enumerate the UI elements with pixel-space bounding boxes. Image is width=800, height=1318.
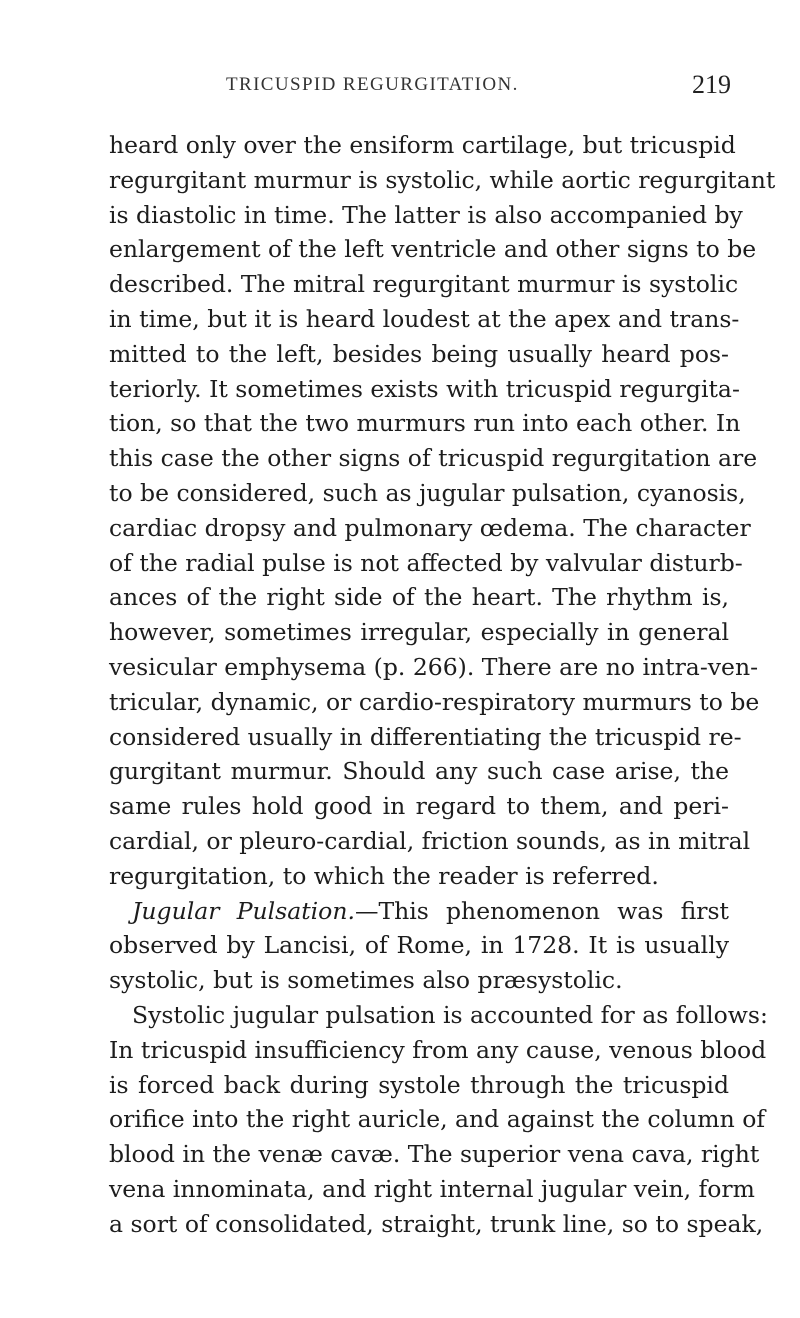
text-line: this case the other signs of tricuspid regurgitation are bbox=[109, 444, 758, 473]
text-line: cardiac dropsy and pulmonary œdema. The character bbox=[109, 513, 751, 542]
text-line: described. The mitral regurgitant murmur is systolic bbox=[109, 270, 739, 299]
text-line: Systolic jugular pulsation is accounted for as follows: bbox=[132, 1000, 768, 1029]
text-line: ances of the right side of the heart. The rhythm is, bbox=[109, 583, 729, 612]
text-line: to be considered, such as jugular pulsation, cyanosis, bbox=[109, 478, 746, 507]
text-line: considered usually in differentiating the tricuspid re- bbox=[109, 722, 742, 751]
text-line: tion, so that the two murmurs run into each other. In bbox=[109, 409, 741, 438]
page-header bbox=[0, 70, 800, 106]
text-line: In tricuspid insufficiency from any cause, venous blood bbox=[109, 1035, 767, 1064]
text-line: tricular, dynamic, or cardio-respiratory murmurs to be bbox=[109, 687, 760, 716]
text-line: gurgitant murmur. Should any such case arise, the bbox=[109, 757, 729, 786]
text-line: same rules hold good in regard to them, and peri- bbox=[109, 792, 729, 821]
text-line: a sort of consolidated, straight, trunk line, so to speak, bbox=[109, 1209, 764, 1238]
text-line: systolic, but is sometimes also præsystolic. bbox=[109, 966, 623, 995]
text-line: teriorly. It sometimes exists with tricuspid regurgita- bbox=[109, 374, 740, 403]
text-line: regurgitation, to which the reader is referred. bbox=[109, 861, 659, 890]
text-line: observed by Lancisi, of Rome, in 1728. It is usually bbox=[109, 931, 729, 960]
text-line: is diastolic in time. The latter is also accompanied by bbox=[109, 200, 743, 229]
text-line: regurgitant murmur is systolic, while aortic regurgitant bbox=[109, 165, 776, 194]
text-line: in time, but it is heard loudest at the apex and trans- bbox=[109, 304, 740, 333]
section-heading: Jugular Pulsation. bbox=[132, 896, 355, 925]
heading-line-rest: —This phenomenon was first bbox=[354, 896, 729, 925]
text-line: heard only over the ensiform cartilage, but tricuspid bbox=[109, 131, 736, 159]
text-line: cardial, or pleuro-cardial, friction sounds, as in mitral bbox=[109, 826, 751, 855]
page-number: 219 bbox=[692, 70, 731, 99]
body-text bbox=[109, 128, 776, 1242]
running-title: TRICUSPID REGURGITATION. bbox=[226, 74, 519, 95]
jugular-heading-line bbox=[109, 894, 729, 929]
text-line: mitted to the left, besides being usually heard pos- bbox=[109, 339, 729, 368]
text-line: however, sometimes irregular, especially in general bbox=[109, 618, 729, 647]
text-line: enlargement of the left ventricle and other signs to be bbox=[109, 235, 757, 264]
text-line: of the radial pulse is not affected by valvular disturb- bbox=[109, 548, 743, 577]
text-line: blood in the venæ cavæ. The superior vena cava, right bbox=[109, 1140, 760, 1169]
text-line: orifice into the right auricle, and against the column of bbox=[109, 1105, 766, 1134]
text-line: vesicular emphysema (p. 266). There are no intra-ven- bbox=[109, 652, 759, 681]
text-line: vena innominata, and right internal jugular vein, form bbox=[109, 1174, 755, 1203]
text-line: is forced back during systole through the tricuspid bbox=[109, 1070, 729, 1099]
